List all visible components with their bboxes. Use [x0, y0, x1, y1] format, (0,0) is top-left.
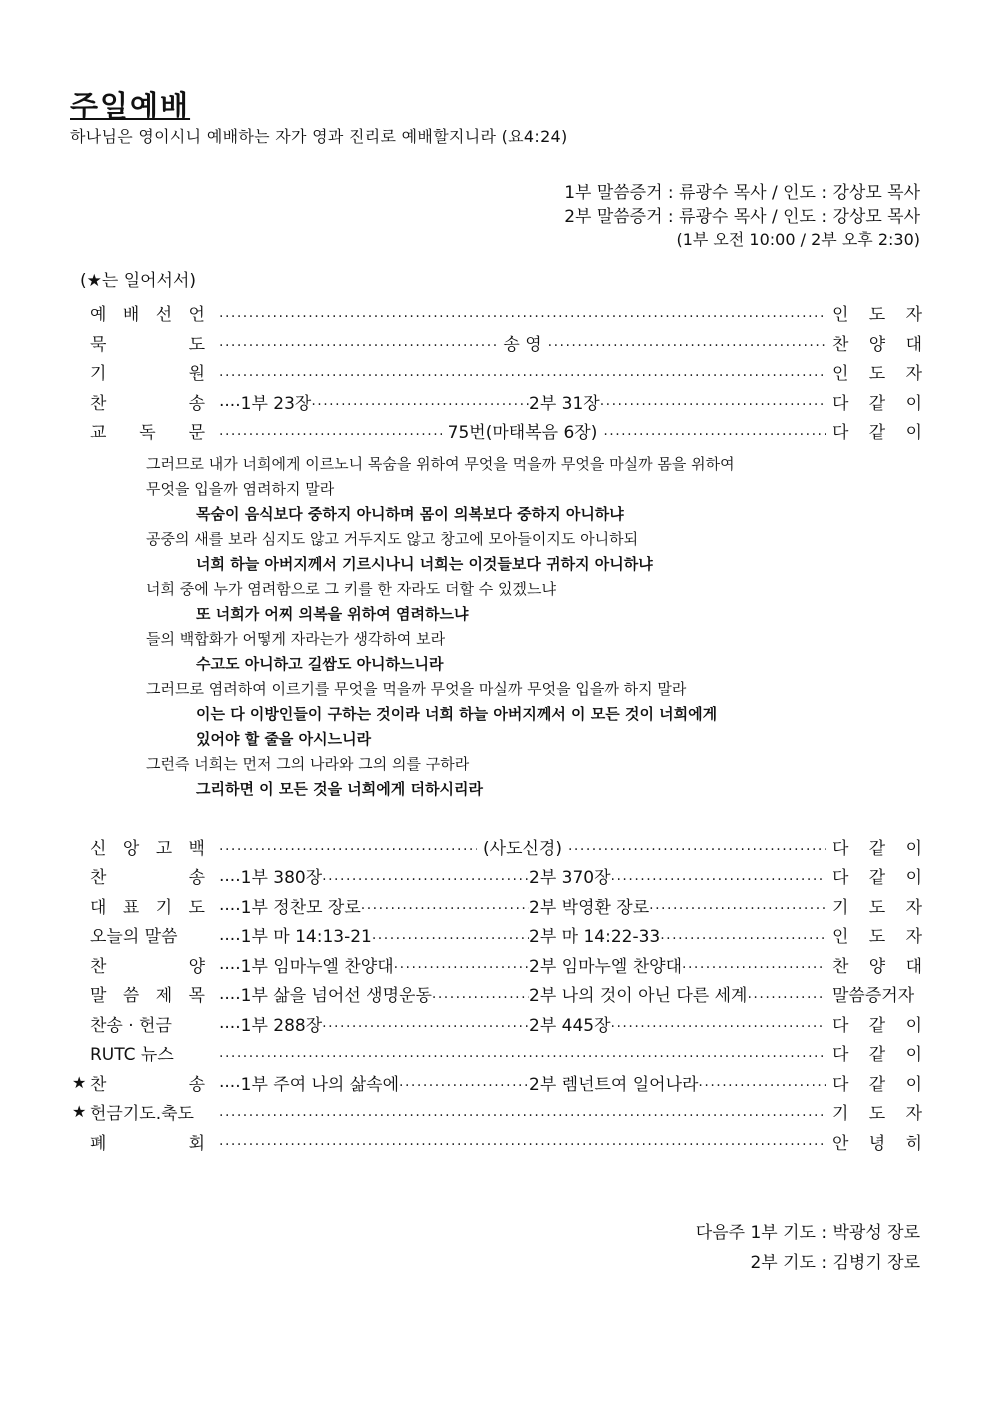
- leader-dots: [361, 897, 529, 913]
- part1-column: [219, 893, 529, 918]
- order-leader-char: 이: [905, 1015, 922, 1036]
- order-label-char: 폐: [90, 1133, 107, 1154]
- leader-short: ....: [219, 895, 241, 916]
- leader-dots: [682, 956, 826, 972]
- order-leader: [826, 300, 922, 325]
- order-label-char: 목: [188, 986, 205, 1007]
- order-label: [90, 834, 205, 859]
- order-label-char: 백: [188, 838, 205, 859]
- order-row: [72, 891, 922, 921]
- order-content: [205, 981, 826, 1006]
- part1-detail: 1부 정찬모 장로: [240, 897, 361, 918]
- part2-detail: 2부 마 14:22-33: [529, 927, 661, 948]
- order-leader-char: 다: [832, 838, 849, 859]
- order-leader-char: 같: [868, 423, 886, 444]
- order-content: [205, 1070, 826, 1095]
- order-content: [205, 863, 826, 888]
- order-label-char: 기: [155, 897, 173, 918]
- leader-short: ....: [219, 1072, 241, 1093]
- order-leader-char: 자: [905, 897, 922, 918]
- reading-leader: 그러므로 염려하여 이르기를 무엇을 먹을까 무엇을 마실까 무엇을 입을까 하지 말라: [146, 680, 687, 698]
- order-row: [72, 387, 922, 417]
- order-leader-char: 다: [832, 868, 849, 889]
- page-title: 주일예배: [70, 89, 191, 123]
- part1-detail: 1부 삶을 넘어선 생명운동: [240, 986, 432, 1007]
- order-row: [72, 920, 922, 950]
- standing-star: ★: [72, 1102, 87, 1122]
- leader-short: ....: [219, 983, 241, 1004]
- order-label: [90, 389, 205, 414]
- leader-dots: [219, 1104, 826, 1120]
- order-label-char: 찬: [90, 956, 107, 977]
- order-leader-char: 양: [868, 956, 886, 977]
- part1-column: [219, 389, 529, 414]
- part2-column: [529, 389, 826, 414]
- order-row: [72, 979, 922, 1009]
- order-content: [205, 893, 826, 918]
- part1-detail: 1부 23장: [240, 393, 312, 414]
- leader-dots: [219, 423, 442, 439]
- order-leader-char: 도: [868, 364, 886, 385]
- order-label-char: 제: [155, 986, 173, 1007]
- order-detail: 송 영: [503, 334, 542, 355]
- leader-dots: [219, 838, 477, 854]
- order-label-char: 대: [90, 897, 107, 918]
- leader-dots: [219, 334, 497, 350]
- part1-column: [219, 863, 529, 888]
- order-leader: [826, 1040, 922, 1065]
- order-leader-char: 기: [832, 1104, 849, 1125]
- speaker-line-2: 2부 말씀증거 : 류광수 목사 / 인도 : 강상모 목사: [564, 207, 920, 227]
- reading-response: 목숨이 음식보다 중하지 아니하며 몸이 의복보다 중하지 아니하냐: [196, 505, 624, 523]
- order-leader-char: 이: [905, 1074, 922, 1095]
- order-leader-char: 대: [905, 956, 922, 977]
- part2-detail: 2부 렘넌트여 일어나라: [529, 1074, 699, 1095]
- order-label-char: 찬: [90, 1074, 107, 1095]
- leader-dots: [747, 986, 826, 1002]
- reading-leader: 그런즉 너희는 먼저 그의 나라와 그의 의를 구하라: [146, 755, 470, 773]
- leader-dots: [548, 334, 826, 350]
- part2-column: [529, 863, 826, 888]
- order-leader: [826, 1070, 922, 1095]
- order-leader-char: 인: [832, 364, 849, 385]
- reading-response: 너희 하늘 아버지께서 기르시나니 너희는 이것들보다 귀하지 아니하냐: [196, 555, 653, 573]
- reading-response: 또 너희가 어찌 의복을 위하여 염려하느냐: [196, 605, 469, 623]
- order-content: [205, 330, 826, 355]
- order-leader-char: 다: [832, 423, 849, 444]
- order-label-char: 신: [90, 838, 107, 859]
- order-leader-char: 말씀증거자: [832, 986, 915, 1007]
- order-leader: [826, 922, 922, 947]
- order-label-char: 기: [90, 364, 107, 385]
- order-label-char: 찬: [90, 393, 107, 414]
- part1-detail: 1부 임마누엘 찬양대: [240, 956, 394, 977]
- leader-dots: [649, 897, 826, 913]
- order-content: [205, 418, 826, 443]
- leader-short: ....: [219, 391, 241, 412]
- order-content: [205, 1133, 826, 1149]
- order-content: [205, 305, 826, 321]
- order-leader: [826, 834, 922, 859]
- leader-dots: [611, 1015, 826, 1031]
- order-label-char: 양: [188, 956, 205, 977]
- leader-short: ....: [219, 954, 241, 975]
- order-content: [205, 364, 826, 380]
- part1-column: [219, 1070, 529, 1095]
- order-label-char: 배: [122, 305, 140, 326]
- leader-short: ....: [219, 865, 241, 886]
- order-row: [72, 1009, 922, 1039]
- order-items-bottom: [72, 832, 922, 1157]
- order-label-char: 문: [188, 423, 205, 444]
- order-leader: [826, 893, 922, 918]
- part2-detail: 2부 나의 것이 아닌 다른 세계: [529, 986, 748, 1007]
- order-leader-char: 인: [832, 927, 849, 948]
- leader-short: ....: [219, 1013, 241, 1034]
- order-label-char: 송: [188, 1074, 205, 1095]
- order-leader-char: 같: [868, 393, 886, 414]
- order-label: [90, 330, 205, 355]
- order-content: [205, 1045, 826, 1061]
- order-row: [72, 832, 922, 862]
- order-leader-char: 찬: [832, 334, 849, 355]
- part1-detail: 1부 288장: [240, 1015, 323, 1036]
- reading-response: 이는 다 이방인들이 구하는 것이라 너희 하늘 아버지께서 이 모든 것이 너희에게: [196, 705, 718, 723]
- order-label-char: 앙: [122, 838, 140, 859]
- order-detail: 75번(마태복음 6장): [447, 423, 598, 444]
- order-row: [72, 328, 922, 358]
- next-week-prayer-2: 2부 기도 : 김병기 장로: [750, 1253, 920, 1273]
- order-items-top: [72, 298, 922, 446]
- service-times: (1부 오전 10:00 / 2부 오후 2:30): [676, 230, 920, 249]
- order-label: [90, 300, 205, 325]
- order-leader-char: 양: [868, 334, 886, 355]
- leader-dots: [322, 868, 529, 884]
- reading-leader: 그러므로 내가 너희에게 이르노니 목숨을 위하여 무엇을 먹을까 무엇을 마실까 몸을 위하여: [146, 455, 735, 473]
- part2-detail: 2부 임마누엘 찬양대: [529, 956, 682, 977]
- leader-dots: [698, 1074, 826, 1090]
- leader-dots: [219, 1045, 826, 1061]
- order-label: [90, 1099, 205, 1124]
- order-label-char: 표: [122, 897, 140, 918]
- reading-response: 있어야 할 줄을 아시느니라: [196, 730, 372, 748]
- order-label-char: 도: [188, 334, 205, 355]
- order-leader-char: 다: [832, 1074, 849, 1095]
- leader-dots: [399, 1074, 529, 1090]
- order-leader-char: 자: [905, 927, 922, 948]
- order-leader: [826, 1129, 922, 1154]
- part2-detail: 2부 31장: [529, 393, 600, 414]
- order-leader-char: 녕: [868, 1133, 886, 1154]
- leader-dots: [219, 1133, 826, 1149]
- leader-dots: [394, 956, 529, 972]
- order-label-char: 회: [188, 1133, 205, 1154]
- order-leader-char: 같: [868, 1074, 886, 1095]
- order-leader-char: 다: [832, 1045, 849, 1066]
- part1-detail: 1부 주여 나의 삶속에: [240, 1074, 400, 1095]
- order-leader-char: 이: [905, 393, 922, 414]
- order-label-char: 헌금기도.축도: [90, 1104, 194, 1125]
- order-row: [72, 861, 922, 891]
- standing-star: ★: [72, 1072, 87, 1092]
- leader-dots: [219, 364, 826, 380]
- part2-column: [529, 952, 826, 977]
- order-row: [72, 357, 922, 387]
- order-row: [72, 1068, 922, 1098]
- order-label-char: 독: [139, 423, 156, 444]
- order-label-char: 예: [90, 305, 107, 326]
- order-content: [205, 1104, 826, 1120]
- part2-column: [529, 922, 826, 947]
- order-row: [72, 1097, 922, 1127]
- order-leader-char: 다: [832, 393, 849, 414]
- order-leader-char: 도: [868, 897, 886, 918]
- order-row: [72, 1127, 922, 1157]
- order-leader-char: 이: [905, 838, 922, 859]
- order-leader-char: 이: [905, 868, 922, 889]
- leader-dots: [432, 986, 529, 1002]
- order-label: [90, 922, 205, 947]
- order-label-char: 묵: [90, 334, 107, 355]
- order-label-char: 도: [188, 897, 205, 918]
- order-label-char: 교: [90, 423, 107, 444]
- order-leader-char: 이: [905, 1045, 922, 1066]
- speaker-line-1: 1부 말씀증거 : 류광수 목사 / 인도 : 강상모 목사: [564, 183, 920, 203]
- order-label: [90, 1040, 205, 1065]
- order-content: [205, 834, 826, 859]
- order-leader-char: 이: [905, 423, 922, 444]
- order-leader-char: 찬: [832, 956, 849, 977]
- part1-column: [219, 922, 529, 947]
- order-label: [90, 893, 205, 918]
- order-leader: [826, 330, 922, 355]
- reading-leader: 너희 중에 누가 염려함으로 그 키를 한 자라도 더할 수 있겠느냐: [146, 580, 556, 598]
- order-row: [72, 416, 922, 446]
- order-leader: [826, 1099, 922, 1124]
- order-leader: [826, 389, 922, 414]
- order-content: [205, 1011, 826, 1036]
- order-leader: [826, 952, 922, 977]
- order-row: [72, 1038, 922, 1068]
- leader-dots: [600, 393, 826, 409]
- part1-detail: 1부 마 14:13-21: [240, 927, 372, 948]
- order-leader-char: 같: [868, 838, 886, 859]
- leader-dots: [568, 838, 826, 854]
- reading-response: 그리하면 이 모든 것을 너희에게 더하시리라: [196, 780, 483, 798]
- order-leader-char: 도: [868, 305, 886, 326]
- order-leader-char: 같: [868, 868, 886, 889]
- part1-column: [219, 981, 529, 1006]
- order-label-char: 송: [188, 393, 205, 414]
- order-label: [90, 1011, 205, 1036]
- order-label-char: 선: [155, 305, 173, 326]
- order-label-char: 오늘의 말씀: [90, 927, 178, 948]
- leader-dots: [322, 1015, 529, 1031]
- order-leader-char: 기: [832, 897, 849, 918]
- part2-column: [529, 1011, 826, 1036]
- order-leader: [826, 981, 922, 1006]
- reading-leader: 무엇을 입을까 염려하지 말라: [146, 480, 335, 498]
- part2-detail: 2부 370장: [529, 868, 611, 889]
- order-label-char: 씀: [122, 986, 140, 1007]
- reading-leader: 공중의 새를 보라 심지도 않고 거두지도 않고 창고에 모아들이지도 아니하되: [146, 530, 639, 548]
- order-leader-char: 도: [868, 1104, 886, 1125]
- order-content: [205, 389, 826, 414]
- part2-column: [529, 981, 826, 1006]
- order-row: [72, 950, 922, 980]
- order-label-char: 말: [90, 986, 107, 1007]
- part2-column: [529, 1070, 826, 1095]
- order-leader-char: 안: [832, 1133, 849, 1154]
- leader-dots: [660, 927, 826, 943]
- order-leader-char: 같: [868, 1045, 886, 1066]
- order-leader: [826, 359, 922, 384]
- order-leader-char: 인: [832, 305, 849, 326]
- leader-dots: [219, 305, 826, 321]
- part1-column: [219, 952, 529, 977]
- order-content: [205, 922, 826, 947]
- responsive-reading: [146, 452, 886, 802]
- theme-verse: 하나님은 영이시니 예배하는 자가 영과 진리로 예배할지니라 (요4:24): [70, 127, 568, 146]
- order-label-char: 찬송 · 헌금: [90, 1015, 172, 1036]
- order-label: [90, 1129, 205, 1154]
- order-label-char: RUTC 뉴스: [90, 1045, 174, 1066]
- order-leader-char: 대: [905, 334, 922, 355]
- order-label-char: 언: [188, 305, 205, 326]
- order-leader-char: 자: [905, 1104, 922, 1125]
- order-label-char: 송: [188, 868, 205, 889]
- order-leader-char: 히: [905, 1133, 922, 1154]
- order-content: [205, 952, 826, 977]
- order-leader-char: 자: [905, 305, 922, 326]
- order-leader-char: 같: [868, 1015, 886, 1036]
- reading-response: 수고도 아니하고 길쌈도 아니하느니라: [196, 655, 444, 673]
- order-leader-char: 다: [832, 1015, 849, 1036]
- reading-leader: 들의 백합화가 어떻게 자라는가 생각하여 보라: [146, 630, 446, 648]
- order-row: [72, 298, 922, 328]
- leader-dots: [611, 868, 826, 884]
- part1-detail: 1부 380장: [240, 868, 323, 889]
- order-detail: (사도신경): [483, 838, 562, 859]
- leader-dots: [603, 423, 826, 439]
- part2-detail: 2부 445장: [529, 1015, 611, 1036]
- order-label: [90, 863, 205, 888]
- part2-column: [529, 893, 826, 918]
- next-week-prayer-1: 다음주 1부 기도 : 박광성 장로: [695, 1223, 920, 1243]
- order-leader-char: 자: [905, 364, 922, 385]
- order-leader: [826, 418, 922, 443]
- order-label-char: 원: [188, 364, 205, 385]
- order-label: [90, 952, 205, 977]
- leader-dots: [372, 927, 529, 943]
- order-leader: [826, 863, 922, 888]
- leader-short: ....: [219, 924, 241, 945]
- order-label-char: 찬: [90, 868, 107, 889]
- order-label: [90, 359, 205, 384]
- order-leader: [826, 1011, 922, 1036]
- order-label: [90, 418, 205, 443]
- order-label: [90, 981, 205, 1006]
- part2-detail: 2부 박영환 장로: [529, 897, 650, 918]
- order-label-char: 고: [155, 838, 173, 859]
- leader-dots: [311, 393, 529, 409]
- standing-note: (★는 일어서서): [80, 271, 197, 291]
- part1-column: [219, 1011, 529, 1036]
- order-label: [90, 1070, 205, 1095]
- order-leader-char: 도: [868, 927, 886, 948]
